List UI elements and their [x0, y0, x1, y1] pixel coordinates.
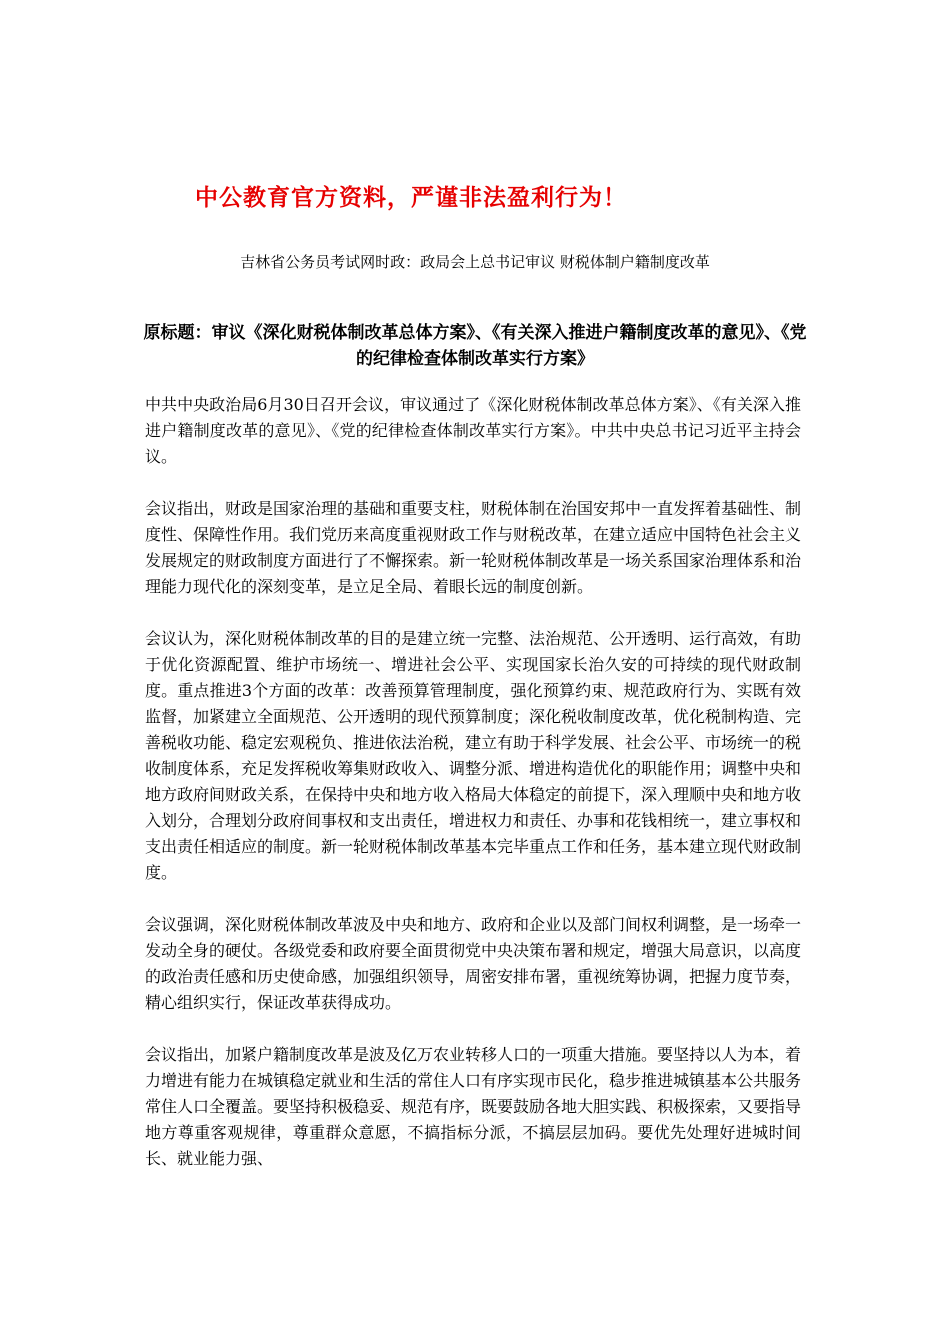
paragraph: 会议指出，加紧户籍制度改革是波及亿万农业转移人口的一项重大措施。要坚持以人为本，着力增进有能力在城镇稳定就业和生活的常住人口有序实现市民化，稳步推进城镇基本公共服务常住人口全覆盖。要坚持积极稳妥、规范有序，既要鼓励各地大胆实践、积极探索，又要指导地方尊重客观规律，尊重群众意愿，不搞指标分派，不搞层层加码。要优先处理好进城时间长、就业能力强、 [145, 1045, 802, 1168]
document-subtitle: 吉林省公务员考试网时政：政局会上总书记审议 财税体制户籍制度改革 [240, 253, 710, 271]
article-body [145, 392, 801, 1198]
paragraph: 中共中央政治局6月30日召开会议，审议通过了《深化财税体制改革总体方案》、《有关深入推进户籍制度改革的意见》、《党的纪律检查体制改革实行方案》。中共中央总书记习近平主持会议。 [145, 395, 801, 466]
article-headline: 原标题：审议《深化财税体制改革总体方案》、《有关深入推进户籍制度改革的意见》、《党的纪律检查体制改革实行方案》 [143, 323, 807, 369]
paragraph: 会议认为，深化财税体制改革的目的是建立统一完整、法治规范、公开透明、运行高效，有助于优化资源配置、维护市场统一、增进社会公平、实现国家长治久安的可持续的现代财政制度。重点推进3个方面的改革：改善预算管理制度，强化预算约束、规范政府行为、实既有效监督，加紧建立全面规范、公开透明的现代预算制度；深化税收制度改革，优化税制构造、完善税收功能、稳定宏观税负、推进依法治税，建立有助于科学发展、社会公平、市场统一的税收制度体系，充足发挥税收筹集财政收入、调整分派、增进构造优化的职能作用；调整中央和地方政府间财政关系，在保持中央和地方收入格局大体稳定的前提下，深入理顺中央和地方收入划分，合理划分政府间事权和支出责任，增进权力和责任、办事和花钱相统一，建立事权和支出责任相适应的制度。新一轮财税体制改革基本完毕重点工作和任务，基本建立现代财政制度。 [145, 629, 802, 882]
paragraph: 会议指出，财政是国家治理的基础和重要支柱，财税体制在治国安邦中一直发挥着基础性、制度性、保障性作用。我们党历来高度重视财政工作与财税改革，在建立适应中国特色社会主义发展规定的财政制度方面进行了不懈探索。新一轮财税体制改革是一场关系国家治理体系和治理能力现代化的深刻变革，是立足全局、着眼长远的制度创新。 [145, 499, 802, 596]
copyright-notice: 中公教育官方资料，严谨非法盈利行为！ [195, 185, 627, 211]
paragraph: 会议强调，深化财税体制改革波及中央和地方、政府和企业以及部门间权利调整，是一场牵一发动全身的硬仗。各级党委和政府要全面贯彻党中央决策布署和规定，增强大局意识，以高度的政治责任感和历史使命感，加强组织领导，周密安排布署，重视统筹协调，把握力度节奏，精心组织实行，保证改革获得成功。 [145, 915, 802, 1012]
